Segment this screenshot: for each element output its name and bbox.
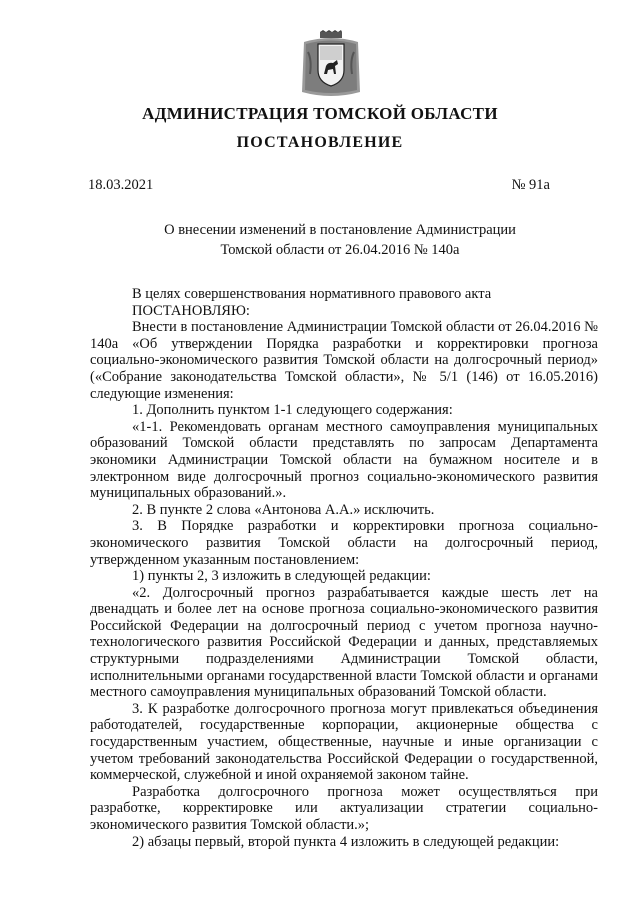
body-paragraph: Внести в постановление Администрации Томской области от 26.04.2016 № 140а «Об утверждении Порядка разработки и корректировки прогноза социально-экономического развития Томской области на долгосрочный период» («Собрание законодательства Томской области», № 5/1 (146) от 16.05.2016) следующие изменения: [90, 319, 598, 402]
body-paragraph: «2. Долгосрочный прогноз разрабатывается каждые шесть лет на двенадцать и более лет на основе прогноза социально-экономического развития Российской Федерации на долгосрочный период с учетом прогноза научно-технологического развития Российской Федерации и данных, представляемых структурными подразделениями Администрации Томской области, исполнительными органами государственной власти Томской области и органами местного самоуправления муниципальных образований Томской области. [90, 584, 598, 701]
body-paragraph: В целях совершенствования нормативного правового акта [132, 286, 492, 302]
body-paragraph: Разработка долгосрочного прогноза может осуществляться при разработке, корректировке или актуализации стратегии социально-экономического развития Томской области.»; [90, 783, 598, 833]
document-subject [100, 220, 580, 260]
document-date: 18.03.2021 [88, 177, 154, 193]
body-paragraph: ПОСТАНОВЛЯЮ: [132, 302, 250, 319]
body-paragraph: 3. К разработке долгосрочного прогноза могут привлекаться объединения работодателей, государственные корпорации, акционерные общества с государственным участием, общественные, научные и иные организации с учетом требований законодательства Российской Федерации о государственной, коммерческой, служебной и иной охраняемой законом тайне. [90, 700, 598, 784]
coat-of-arms-icon [298, 30, 364, 100]
subject-line-2: Томской области от 26.04.2016 № 140а [220, 242, 460, 258]
document-number: № 91а [511, 177, 550, 193]
body-paragraph: 1. Дополнить пунктом 1-1 следующего содержания: [132, 402, 453, 419]
document-body [90, 286, 598, 850]
body-paragraph: «1-1. Рекомендовать органам местного самоуправления муниципальных образований Томской области представлять по запросам Департамента экономики Администрации Томской области на бумажном носителе и в электронном виде долгосрочный прогноз социально-экономического развития муниципальных образований.». [90, 418, 598, 502]
doc-type-title: ПОСТАНОВЛЕНИЕ [236, 134, 404, 151]
body-paragraph: 2. В пункте 2 слова «Антонова А.А.» исключить. [132, 501, 435, 518]
body-paragraph: 3. В Порядке разработки и корректировки прогноза социально-экономического развития Томской области на долгосрочный период, утвержденном указанным постановлением: [90, 518, 598, 568]
body-paragraph: 2) абзацы первый, второй пункта 4 изложить в следующей редакции: [132, 833, 560, 850]
body-paragraph: 1) пункты 2, 3 изложить в следующей редакции: [132, 568, 431, 585]
org-title: АДМИНИСТРАЦИЯ ТОМСКОЙ ОБЛАСТИ [142, 104, 498, 123]
subject-line-1: О внесении изменений в постановление Администрации [164, 222, 516, 238]
